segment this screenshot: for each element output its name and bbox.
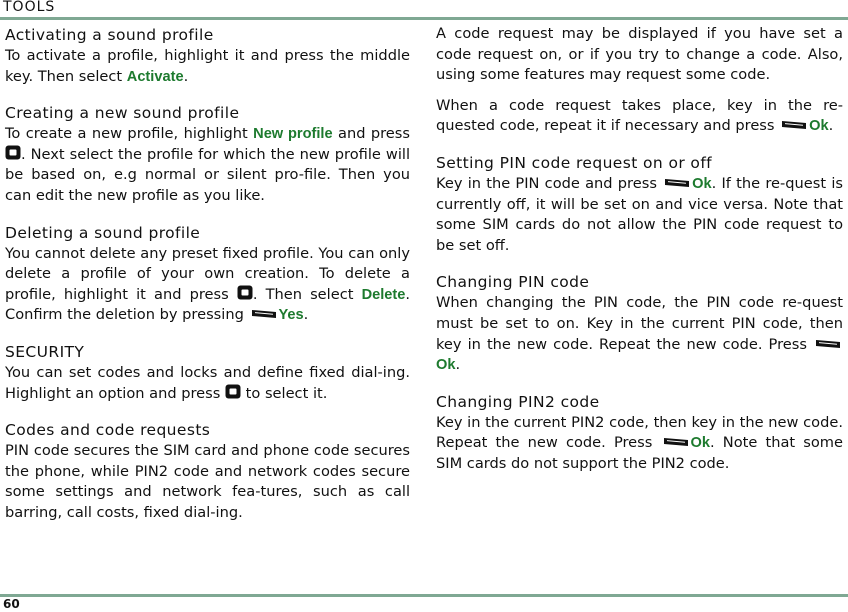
section-header: TOOLS <box>3 0 56 15</box>
keyword-yes: Yes <box>278 307 304 324</box>
left-soft-key-icon <box>665 178 689 188</box>
right-column <box>436 24 843 475</box>
paragraph-deleting-profile: You cannot delete any preset fixed profile. You can only delete a profile of your own creation. To delete a profile, highlight it and press . Then select Delete. Confirm the deletion by pressing Yes. <box>5 244 411 324</box>
heading-creating-profile: Creating a new sound profile <box>5 104 240 123</box>
page-number: 60 <box>3 597 20 611</box>
paragraph-code-request-intro: A code request may be displayed if you have set a code request on, or if you try to change a code. Also, using some features may request some code. <box>436 25 843 84</box>
paragraph-changing-pin2: Key in the current PIN2 code, then key in the new code. Repeat the new code. Press Ok. Note that some SIM cards do not support the PIN2 code. <box>436 413 844 472</box>
footer-divider <box>0 594 848 597</box>
heading-changing-pin: Changing PIN code <box>436 273 590 292</box>
keyword-ok: Ok <box>692 175 712 192</box>
heading-activating-profile: Activating a sound profile <box>5 26 214 44</box>
left-soft-key-icon <box>664 437 688 447</box>
keyword-activate: Activate <box>126 68 184 85</box>
paragraph-setting-pin-request: Key in the PIN code and press Ok. If the re-quest is currently off, it will be set on and vice versa. Note that some SIM cards do not allow the PIN code request to be set off. <box>436 174 843 254</box>
keyword-ok: Ok <box>809 118 829 135</box>
paragraph-activating-profile: To activate a profile, highlight it and press the middle key. Then select Activate. <box>5 47 410 85</box>
left-soft-key-icon <box>816 339 840 349</box>
keyword-ok: Ok <box>690 435 710 452</box>
heading-security: SECURITY <box>5 342 85 361</box>
left-soft-key-icon <box>782 120 806 130</box>
keyword-delete: Delete <box>361 286 406 303</box>
paragraph-changing-pin: When changing the PIN code, the PIN code re-quest must be set to on. Key in the current PIN code, then key in the new code. Repeat the new code. Press Ok. <box>436 294 843 374</box>
paragraph-security: You can set codes and locks and define fixed dial-ing. Highlight an option and press to select it. <box>5 363 410 402</box>
keyword-ok: Ok <box>436 357 456 374</box>
middle-key-icon <box>225 384 241 399</box>
paragraph-codes: PIN code secures the SIM card and phone code secures the phone, while PIN2 code and network codes secure some settings and network fea-tures, such as call barring, call costs, fixed dial-ing. <box>5 442 410 521</box>
heading-deleting-profile: Deleting a sound profile <box>5 223 201 242</box>
middle-key-icon <box>5 145 21 160</box>
left-soft-key-icon <box>252 309 276 319</box>
left-column <box>5 24 410 524</box>
paragraph-creating-profile: To create a new profile, highlight New profile and press . Next select the profile for which the new profile will be based on, e.g normal or silent pro-file. Then you can edit the new profile as you like. <box>5 125 410 204</box>
heading-setting-pin-request: Setting PIN code request on or off <box>436 153 713 172</box>
middle-key-icon <box>237 285 253 300</box>
header-divider <box>0 17 848 20</box>
paragraph-code-request-takes-place: When a code request takes place, key in the re-quested code, repeat it if necessary and press Ok. <box>436 96 843 135</box>
keyword-new-profile: New profile <box>253 126 333 143</box>
heading-codes: Codes and code requests <box>5 421 211 440</box>
heading-changing-pin2: Changing PIN2 code <box>436 392 600 411</box>
